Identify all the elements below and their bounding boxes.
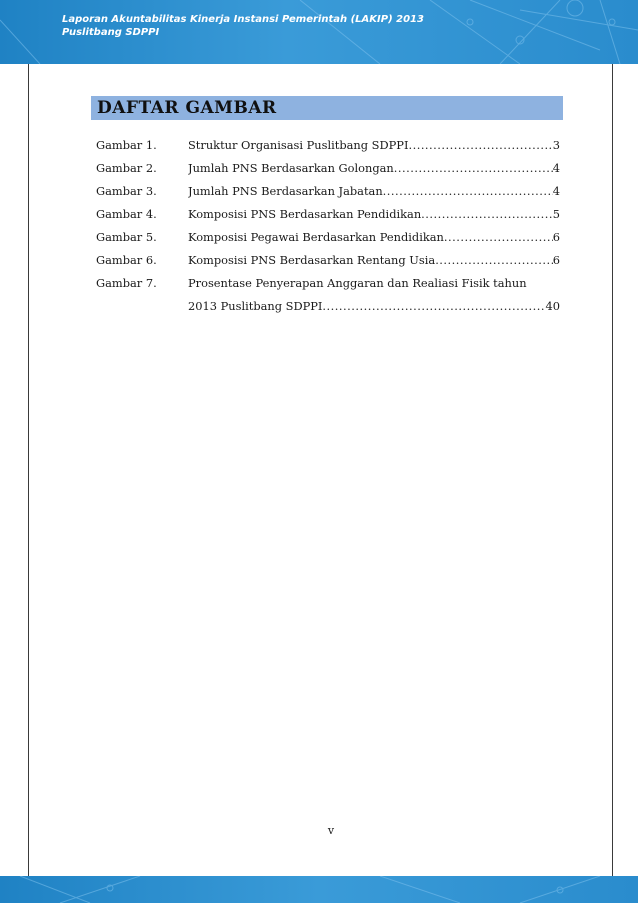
footer-band xyxy=(0,876,638,903)
leader-dots xyxy=(421,203,553,226)
list-item-continuation[interactable] xyxy=(96,295,560,318)
left-margin-rule xyxy=(28,64,29,876)
figure-title: Prosentase Penyerapan Anggaran dan Realiasi Fisik tahun xyxy=(188,276,527,290)
list-item[interactable] xyxy=(96,226,560,249)
figure-label: Gambar 6. xyxy=(96,253,157,267)
figure-page: 4 xyxy=(552,161,560,175)
list-item[interactable] xyxy=(96,157,560,180)
report-title: Laporan Akuntabilitas Kinerja Instansi Pemerintah (LAKIP) 2013 xyxy=(62,14,424,25)
leader-dots xyxy=(435,249,553,272)
figure-label: Gambar 7. xyxy=(96,276,157,290)
figure-page: 40 xyxy=(545,299,560,313)
figure-page: 6 xyxy=(552,253,560,267)
header-text xyxy=(62,13,424,39)
leader-dots xyxy=(408,134,552,157)
leader-dots xyxy=(394,157,553,180)
figure-title: Struktur Organisasi Puslitbang SDPPI xyxy=(188,138,409,152)
figure-list xyxy=(96,134,560,318)
figure-title: Komposisi PNS Berdasarkan Rentang Usia xyxy=(188,253,436,267)
header-band xyxy=(0,0,638,64)
figure-page: 6 xyxy=(552,230,560,244)
figure-title: Komposisi Pegawai Berdasarkan Pendidikan xyxy=(188,230,444,244)
figure-label: Gambar 1. xyxy=(96,138,157,152)
page-number: v xyxy=(327,824,335,837)
section-title-bar xyxy=(91,96,563,120)
figure-title: Jumlah PNS Berdasarkan Golongan xyxy=(188,161,394,175)
figure-page: 3 xyxy=(552,138,560,152)
network-pattern-decoration xyxy=(0,876,638,903)
list-item[interactable] xyxy=(96,249,560,272)
figure-page: 4 xyxy=(552,184,560,198)
figure-label: Gambar 5. xyxy=(96,230,157,244)
figure-label: Gambar 3. xyxy=(96,184,157,198)
list-item[interactable] xyxy=(96,134,560,157)
leader-dots xyxy=(383,180,553,203)
figure-label: Gambar 2. xyxy=(96,161,157,175)
organization-name: Puslitbang SDPPI xyxy=(62,27,160,38)
list-item[interactable] xyxy=(96,180,560,203)
leader-dots xyxy=(322,295,545,318)
figure-label: Gambar 4. xyxy=(96,207,157,221)
figure-title-continuation: 2013 Puslitbang SDPPI xyxy=(188,299,323,313)
figure-title: Komposisi PNS Berdasarkan Pendidikan xyxy=(188,207,422,221)
list-item[interactable] xyxy=(96,272,560,295)
figure-title: Jumlah PNS Berdasarkan Jabatan xyxy=(188,184,383,198)
right-margin-rule xyxy=(612,64,613,876)
section-title: DAFTAR GAMBAR xyxy=(97,98,277,118)
leader-dots xyxy=(444,226,553,249)
figure-page: 5 xyxy=(552,207,560,221)
list-item[interactable] xyxy=(96,203,560,226)
